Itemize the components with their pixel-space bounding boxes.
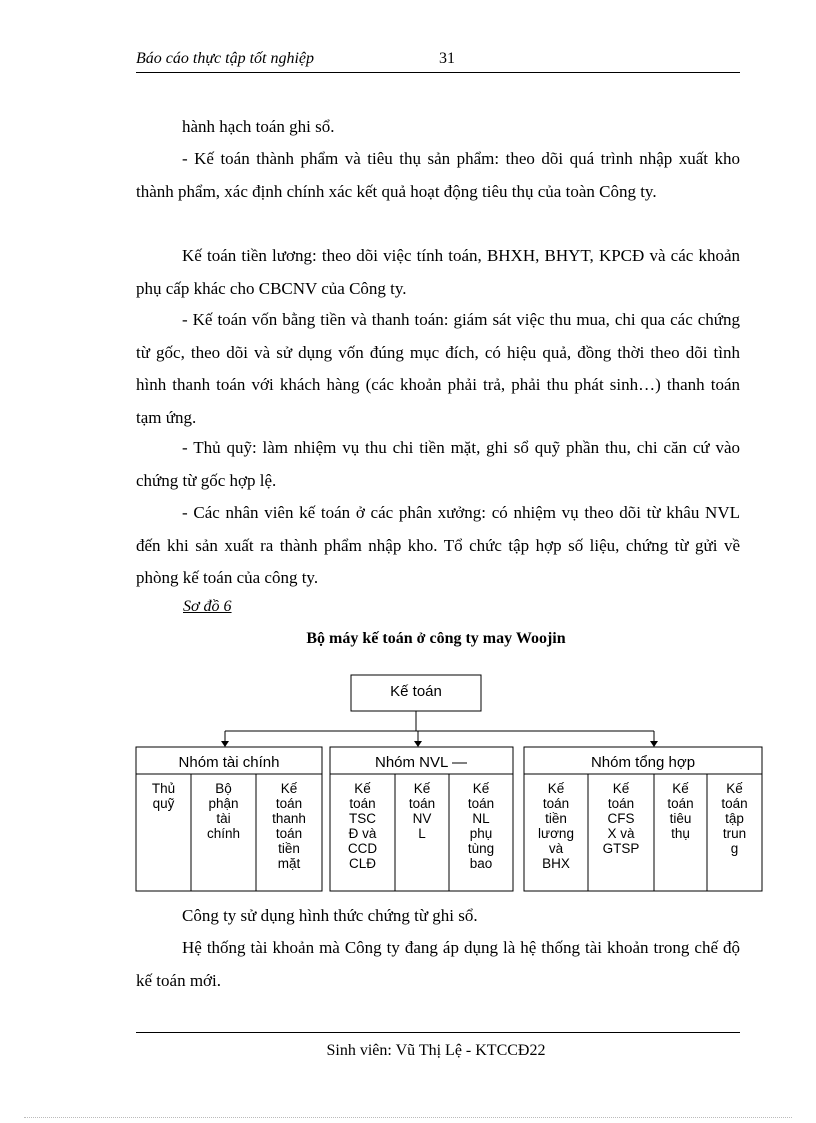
cell-line: lương [538, 826, 574, 841]
paragraph-1: hành hạch toán ghi sổ. [182, 117, 335, 136]
arrow-mid [414, 741, 422, 747]
cell-line: Kế [547, 781, 565, 796]
cell-line: NL [472, 811, 490, 826]
cell-line: L [418, 826, 426, 841]
footer-text: Sinh viên: Vũ Thị Lệ - KTCCĐ22 [326, 1042, 546, 1059]
cell-line: toán [408, 796, 436, 811]
cell-line: GTSP [602, 841, 640, 856]
group-nvl [330, 747, 513, 891]
paragraph-2: - Kế toán thành phẩm và tiêu thụ sản phẩm: theo dõi quá trình nhập xuất kho thành phẩm, xác định chính xác kết quả hoạt động tiêu thụ của toàn Công ty. [136, 149, 740, 201]
group-name: Nhóm tổng hợp [590, 754, 696, 771]
cell-line: toán [275, 826, 303, 841]
page-number: 31 [439, 50, 455, 67]
cell-line: Thủ [151, 781, 176, 796]
cell-line: tập [725, 811, 744, 826]
cell-line: Kế [413, 781, 431, 796]
group-name: Nhóm tài chính [178, 754, 280, 771]
cell-line: tiền [545, 811, 567, 826]
cell-line: mặt [277, 856, 301, 871]
cell-line: phụ [469, 826, 493, 841]
cell-label [152, 781, 175, 811]
top-box-label [390, 683, 442, 700]
cell-line: tiêu [669, 811, 692, 826]
top-box-line-1: Kế toán [390, 683, 442, 700]
paragraph-6: - Các nhân viên kế toán ở các phân xưởng: có nhiệm vụ theo dõi từ khâu NVL đến khi sản xuất ra thành phẩm nhập kho. Tổ chức tập hợp số liệu, chứng từ gửi về phòng kế toán của công ty. [136, 503, 740, 587]
cell-line: thụ [671, 826, 690, 841]
cell-line: Bộ [215, 781, 232, 796]
cell-line: Kế [612, 781, 630, 796]
cell-line: phận [208, 796, 239, 811]
arrow-right [650, 741, 658, 747]
footer-divider [136, 1032, 740, 1033]
cell-line: Kế [672, 781, 689, 796]
paragraph-5: - Thủ quỹ: làm nhiệm vụ thu chi tiền mặt, ghi sổ quỹ phần thu, chi căn cứ vào chứng từ gốc hợp lệ. [136, 438, 740, 490]
cell-line: quỹ [152, 796, 175, 811]
cell-line: chính [206, 826, 241, 841]
cell-line: Kế [726, 781, 743, 796]
group-name: Nhóm NVL — [375, 754, 467, 771]
paragraph-3: Kế toán tiền lương: theo dõi việc tính toán, BHXH, BHYT, KPCĐ và các khoản phụ cấp khác cho CBCNV của Công ty. [136, 246, 740, 298]
cell-line: thanh [272, 811, 306, 826]
paragraph-4: - Kế toán vốn bằng tiền và thanh toán: giám sát việc thu mua, chi qua các chứng từ gốc, theo dõi và sử dụng vốn đúng mục đích, có hiệu quả, đồng thời theo dõi tình hình thanh toán với khách hàng (các khoản phải trả, phải thu phát sinh…) thanh toán tạm ứng. [136, 310, 740, 427]
cell-line: X và [607, 826, 635, 841]
cell-line: Kế [472, 781, 490, 796]
cell-line: trun [722, 826, 747, 841]
group-tonghop [524, 747, 762, 891]
cell-line: toán [721, 796, 748, 811]
page-edge [24, 1117, 792, 1118]
cell-line: Kế [354, 781, 371, 796]
cell-line: tùng [467, 841, 495, 856]
cell-line: CLĐ [348, 856, 377, 871]
cell-line: CCD [347, 841, 378, 856]
cell-line: BHX [542, 856, 570, 871]
paragraph-8: Hệ thống tài khoản mà Công ty đang áp dụng là hệ thống tài khoản trong chế độ kế toán mới. [136, 938, 740, 990]
arrow-left [221, 741, 229, 747]
header-title: Báo cáo thực tập tốt nghiệp [136, 50, 315, 67]
cell-line: g [730, 841, 739, 856]
paragraph-7: Công ty sử dụng hình thức chứng từ ghi sổ. [182, 906, 478, 925]
cell-line: toán [467, 796, 495, 811]
cell-line: toán [349, 796, 376, 811]
cell-line: CFS [607, 811, 635, 826]
cell-line: toán [607, 796, 635, 811]
cell-line: tiền [278, 841, 300, 856]
cell-line: toán [542, 796, 570, 811]
cell-line: Kế [280, 781, 298, 796]
cell-line: NV [412, 811, 432, 826]
group-taichinh [136, 747, 322, 891]
cell-line: và [548, 841, 564, 856]
diagram-caption: Sơ đồ 6 [183, 598, 232, 615]
cell-line: toán [275, 796, 303, 811]
cell-line: Đ và [348, 826, 377, 841]
cell-line: toán [667, 796, 694, 811]
cell-line: bao [469, 856, 493, 871]
cell-line: tài [216, 811, 231, 826]
cell-line: TSC [349, 811, 376, 826]
diagram-title: Bộ máy kế toán ở công ty may Woojin [306, 630, 566, 647]
